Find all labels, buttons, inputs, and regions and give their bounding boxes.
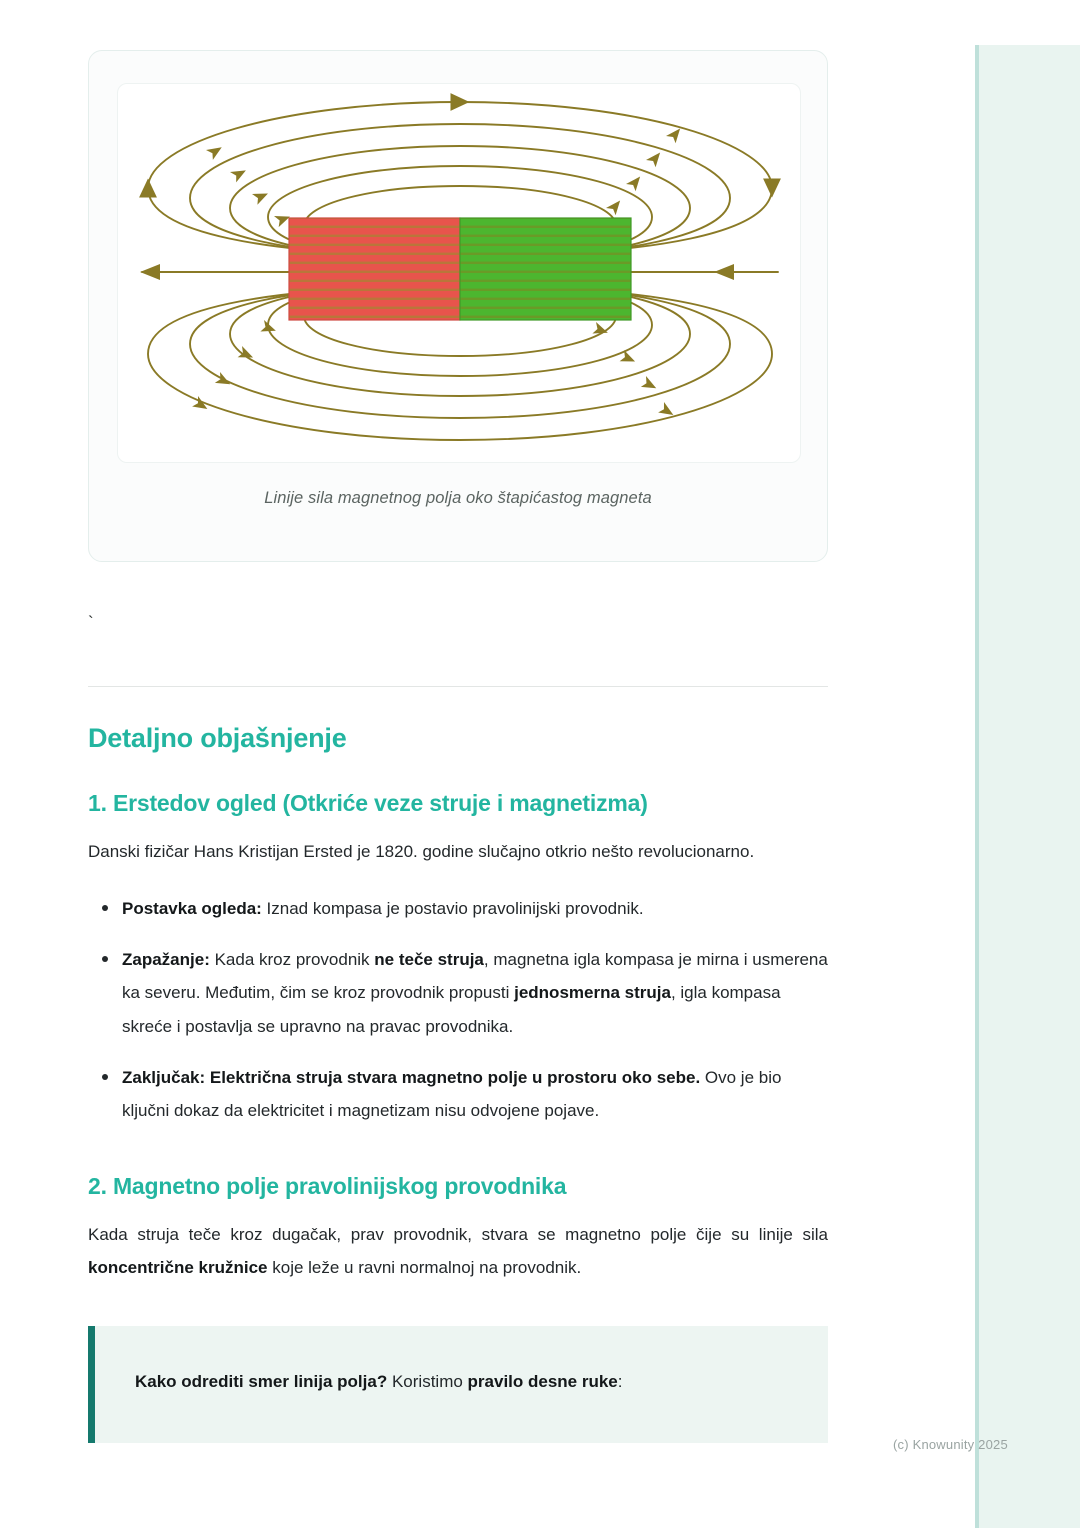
page-title: Detaljno objašnjenje: [88, 723, 347, 753]
bullet-bold-2a: ne teče struja: [374, 950, 484, 970]
para2-part-a: Kada struja teče kroz dugačak, prav provodnik, stvara se magnetno polje čije su linije sila: [88, 1224, 828, 1244]
content-column: [88, 0, 828, 1443]
horizontal-divider: [88, 686, 828, 687]
bullet-lead-3: Zaključak: Električna struja stvara magnetno polje u prostoru oko sebe.: [122, 1067, 701, 1087]
para2-part-b: koje leže u ravni normalnoj na provodnik.: [267, 1258, 582, 1278]
bullet-part-2c: , igla kompasa skreće i postavlja se upravno na pravac provodnika.: [122, 983, 781, 1036]
list-item: [122, 1061, 828, 1127]
paragraph-ersted-intro: Danski fizičar Hans Kristijan Ersted je 1820. godine slučajno otkrio nešto revolucionarno.: [88, 842, 755, 861]
list-item: [122, 892, 828, 925]
bullet-lead-2: Zapažanje:: [122, 950, 210, 970]
bar-magnet-field-lines-diagram: [118, 84, 801, 463]
callout-bold-rule: pravilo desne ruke: [467, 1372, 618, 1392]
bullet-rest-3: Ovo je bio ključni dokaz da elektricitet i magnetizam nisu odvojene pojave.: [122, 1067, 782, 1120]
callout-bold-question: Kako odrediti smer linija polja?: [135, 1372, 388, 1392]
figure-image-frame: [117, 83, 801, 463]
list-item: [122, 943, 828, 1042]
bullet-part-2a: Kada kroz provodnik: [209, 950, 375, 970]
subsection-heading-2: 2. Magnetno polje pravolinijskog provodnika: [88, 1172, 567, 1199]
bullet-part-2b: , magnetna igla kompasa je mirna i usmerena ka severu. Međutim, čim se kroz provodnik propusti: [122, 950, 828, 1003]
paragraph-straight-conductor: [88, 1218, 828, 1284]
right-hand-rule-callout: [88, 1326, 828, 1442]
callout-mid-text: Koristimo: [387, 1372, 468, 1392]
para2-bold: koncentrične kružnice: [88, 1258, 268, 1278]
callout-tail: :: [617, 1372, 623, 1392]
figure-caption: Linije sila magnetnog polja oko štapićastog magneta: [264, 489, 652, 507]
magnet-north-pole: [460, 218, 631, 320]
bullet-lead-1: Postavka ogleda:: [122, 899, 262, 919]
copyright-watermark: (c) Knowunity 2025: [893, 1437, 1008, 1452]
magnet-south-pole: [289, 218, 460, 320]
bullet-bold-2b: jednosmerna struja: [514, 983, 671, 1003]
right-side-panel: [975, 45, 1080, 1528]
ersted-bullet-list: [88, 892, 828, 1127]
magnet-bar: [289, 218, 631, 320]
bullet-rest-1: Iznad kompasa je postavio pravolinijski provodnik.: [261, 899, 644, 919]
stray-backtick-text: `: [88, 613, 94, 632]
figure-card: [88, 50, 828, 562]
subsection-heading-1: 1. Erstedov ogled (Otkriće veze struje i magnetizma): [88, 790, 648, 816]
